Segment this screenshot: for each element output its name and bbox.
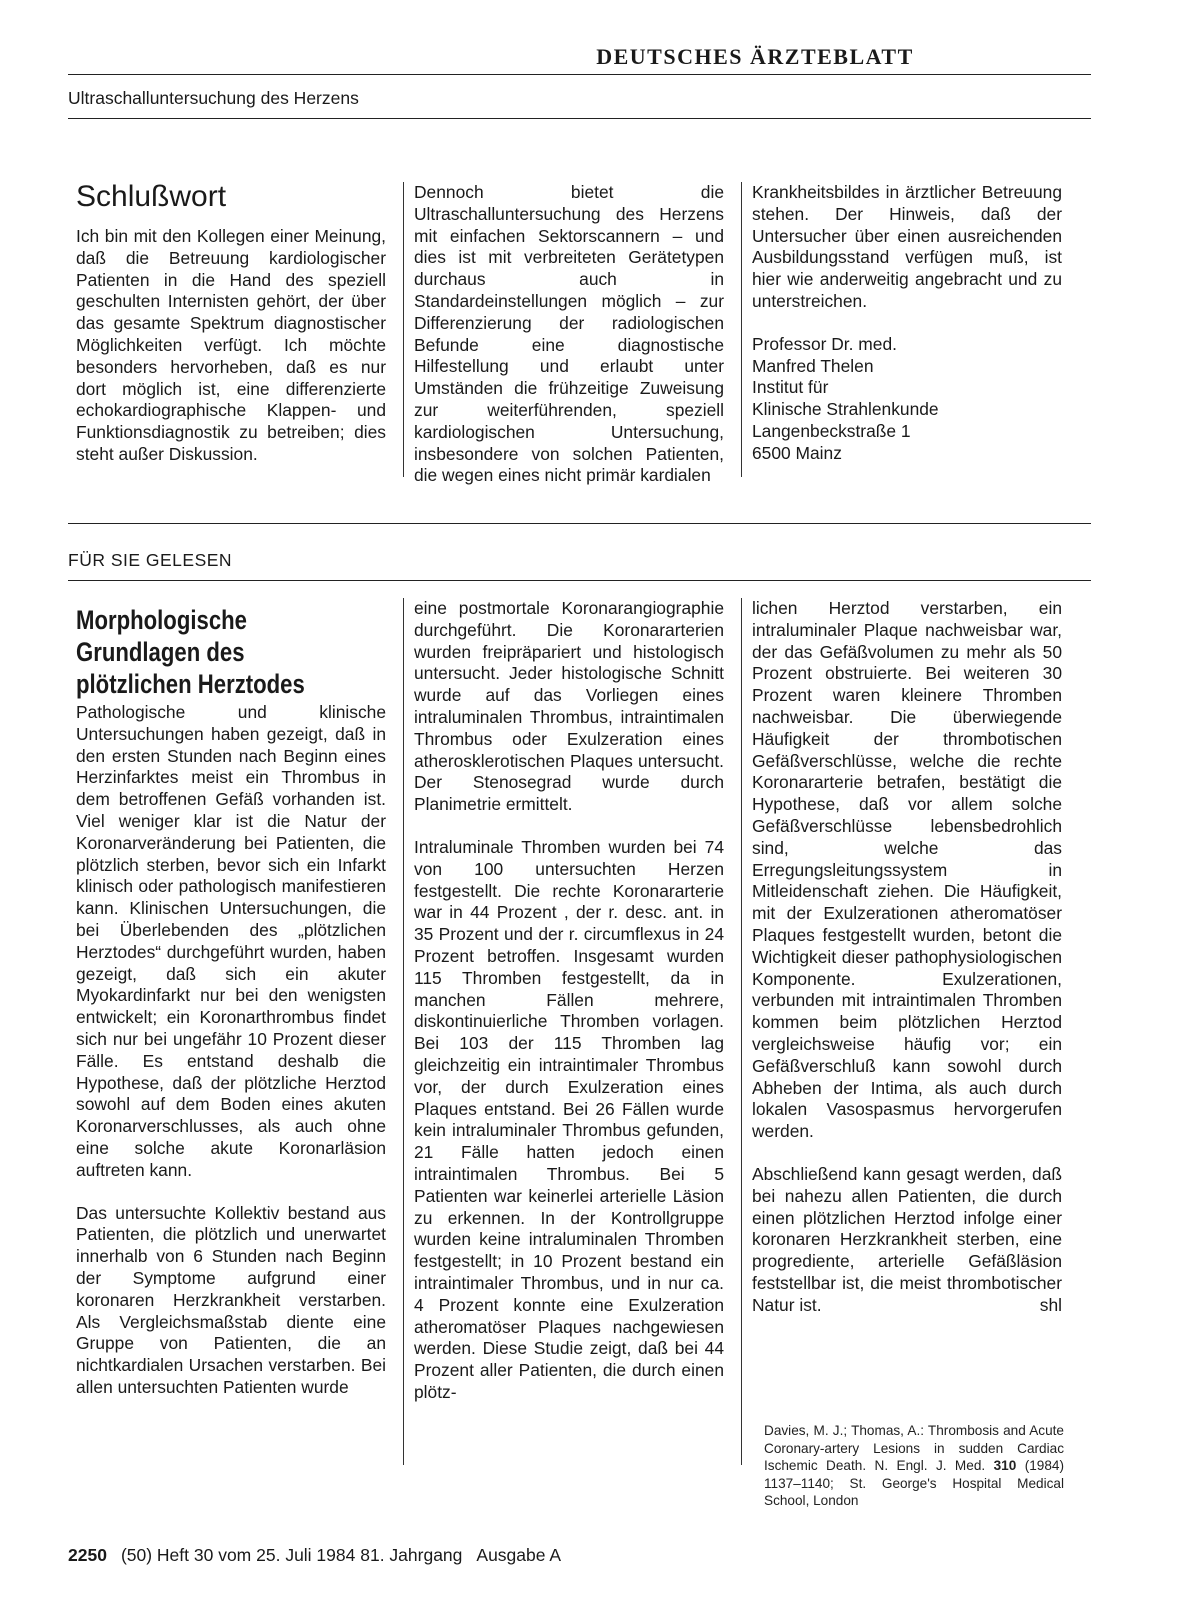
article1-paragraph: Krankheitsbildes in ärztlicher Betreuung stehen. Der Hinweis, daß der Untersucher über einen ausreichenden Ausbildungsstand verfügen muß, ist hier wie anderweitig angebracht und zu unterstreichen.: [752, 182, 1062, 311]
section-rule-top: [68, 523, 1091, 524]
reference-text: Davies, M. J.; Thomas, A.: Thrombosis and Acute Coronary-artery Lesions in sudden Cardiac Ischemic Death. N. Engl. J. Med.: [764, 1423, 1064, 1473]
section-rule-bottom: [68, 580, 1091, 581]
article2-paragraph: lichen Herztod verstarben, ein intraluminaler Plaque nachweisbar war, der das Gefäßvolumen zu mehr als 50 Prozent obstruierte. Bei weiteren 30 Prozent waren kleinere Thromben nachweisbar. Die überwiegende Häufigkeit der thrombotischen Gefäßverschlüsse, welche die rechte Koronararterie betrafen, bestätigt die Hypothese, daß vor allem solche Gefäßverschlüsse lebensbedrohlich sind, welche das Erregungsleitungssystem in Mitleidenschaft ziehen. Die Häufigkeit, mit der Exulzerationen atheromatöser Plaques festgestellt wurden, betont die Wichtigkeit dieser pathophysiologischen Komponente. Exulzerationen, verbunden mit intraintimalen Thromben kommen beim plötzlichen Herztod vergleichsweise häufig vor; ein Gefäßverschluß kann sowohl durch Abheben der Intima, als auch durch lokalen Vasospasmus hervorgerufen werden.: [752, 598, 1062, 1142]
masthead-rule: [68, 74, 1091, 75]
page-footer: [68, 1545, 561, 1566]
masthead: DEUTSCHES ÄRZTEBLATT: [596, 44, 914, 69]
article-title-schlusswort: Schlußwort: [76, 180, 227, 213]
column-divider: [403, 598, 404, 1465]
article2-paragraph: Pathologische und klinische Untersuchungen haben gezeigt, daß in den ersten Stunden nach Beginn eines Herzinfarktes meist ein Thrombus in dem betroffenen Gefäß vorhanden ist. Viel weniger klar ist die Natur der Koronarveränderung bei Patienten, die plötzlich sterben, bevor sich ein Infarkt klinisch oder pathologisch manifestieren kann. Klinischen Untersuchungen, die bei Überlebenden des „plötzlichen Herztodes“ durchgeführt wurden, haben gezeigt, daß sich ein akuter Myokardinfarkt nur bei den wenigsten entwickelt; ein Koronarthrombus findet sich nur bei ungefähr 10 Prozent dieser Fälle. Es entstand deshalb die Hypothese, daß der plötzliche Herztod sowohl auf dem Boden eines akuten Koronarverschlusses, als auch ohne eine solche akute Koronarläsion auftreten kann.: [76, 702, 386, 1180]
article2-column-3: [752, 598, 1062, 1317]
page-number: 2250: [68, 1545, 107, 1565]
reference-source: (1984) 1137–1140; St. George's Hospital Medical School, London: [764, 1458, 1064, 1508]
article2-closing-text: Abschließend kann gesagt werden, daß bei nahezu allen Patienten, die durch einen plötzlichen Herztod infolge einer koronaren Herzkrankheit sterben, eine progrediente, arterielle Gefäßläsion feststellbar ist, die meist thrombotischer Natur ist.: [752, 1163, 1062, 1315]
article1-column-1: [76, 226, 386, 466]
article2-paragraph: Intraluminale Thromben wurden bei 74 von 100 untersuchten Herzen festgestellt. Die rechte Koronararterie war in 44 Prozent , der r. desc. ant. in 35 Prozent und der r. circumflexus in 24 Prozent betroffen. Insgesamt wurden 115 Thromben festgestellt, da in manchen Fällen mehrere, diskontinuierliche Thromben vorlagen. Bei 103 der 115 Thromben lag gleichzeitig ein intraintimaler Thrombus vor, der durch Exulzeration eines Plaques entstand. Bei 26 Fällen wurde kein intraluminaler Thrombus gefunden, 21 Fälle hatten jedoch einen intraintimalen Thrombus. Bei 5 Patienten war keinerlei arterielle Läsion zu erkennen. In der Kontrollgruppe wurden keine intraluminalen Thromben festgestellt; in 10 Prozent bestand ein intraintimaler Thrombus, und in nur ca. 4 Prozent konnte eine Exulzeration atheromatöser Plaques nachgewiesen werden. Diese Studie zeigt, daß bei 44 Prozent aller Patienten, die durch einen plötz-: [414, 836, 724, 1402]
author-signature: Professor Dr. med. Manfred Thelen Institut für Klinische Strahlenkunde Langenbeckstraße 1 6500 Mainz: [752, 333, 939, 463]
column-divider: [741, 182, 742, 477]
article1-paragraph: Ich bin mit den Kollegen einer Meinung, daß die Betreuung kardiologischer Patienten in die Hand des speziell geschulten Internisten gehört, der über das gesamte Spektrum diagnostischer Möglichkeiten verfügt. Ich möchte besonders hervorheben, daß es nur dort möglich ist, eine differenzierte echokardiographische Klappen- und Funktionsdiagnostik zu betreiben; dies steht außer Diskussion.: [76, 226, 386, 464]
author-initials: shl: [1039, 1294, 1062, 1315]
column-divider: [741, 598, 742, 1465]
article2-paragraph: Das untersuchte Kollektiv bestand aus Patienten, die plötzlich und unerwartet innerhalb von 6 Stunden nach Beginn der Symptome aufgrund einer koronaren Herzkrankheit verstarben. Als Vergleichsmaßstab diente eine Gruppe von Patienten, die an nichtkardialen Ursachen verstarben. Bei allen untersuchten Patienten wurde: [76, 1202, 386, 1397]
article2-paragraph: eine postmortale Koronarangiographie durchgeführt. Die Koronararterien wurden freipräpariert und histologisch untersucht. Jeder histologische Schnitt wurde auf das Vorliegen eines intraluminalen Thrombus, intraintimalen Thrombus oder Exulzeration eines atherosklerotischen Plaques untersucht. Der Stenosegrad wurde durch Planimetrie ermittelt.: [414, 598, 724, 815]
issue-info: (50) Heft 30 vom 25. Juli 1984 81. Jahrgang: [120, 1545, 463, 1565]
edition-label: Ausgabe A: [476, 1545, 562, 1565]
header-rule: [68, 118, 1091, 119]
article1-column-2: [414, 182, 724, 487]
section-label: FÜR SIE GELESEN: [68, 550, 233, 570]
running-head: Ultraschalluntersuchung des Herzens: [68, 88, 359, 108]
article-title-morphologische-grundlagen: Morphologische Grundlagen des plötzlichen Herztodes: [76, 605, 305, 699]
article2-column-1: [76, 702, 386, 1399]
reference-volume: 310: [993, 1458, 1017, 1473]
article1-paragraph: Dennoch bietet die Ultraschalluntersuchung des Herzens mit einfachen Sektorscannern – und dies ist mit verbreiteten Gerätetypen durchaus auch in Standardeinstellungen möglich – zur Differenzierung der radiologischen Befunde eine diagnostische Hilfestellung und erlaubt unter Umständen die frühzeitige Zuweisung zur weiterführenden, speziell kardiologischen Untersuchung, insbesondere von solchen Patienten, die wegen eines nicht primär kardialen: [414, 182, 724, 486]
article2-paragraph: [752, 1164, 1062, 1317]
article1-column-3: [752, 182, 1062, 465]
article2-column-2: [414, 598, 724, 1404]
column-divider: [403, 182, 404, 477]
reference-citation: [764, 1422, 1064, 1510]
